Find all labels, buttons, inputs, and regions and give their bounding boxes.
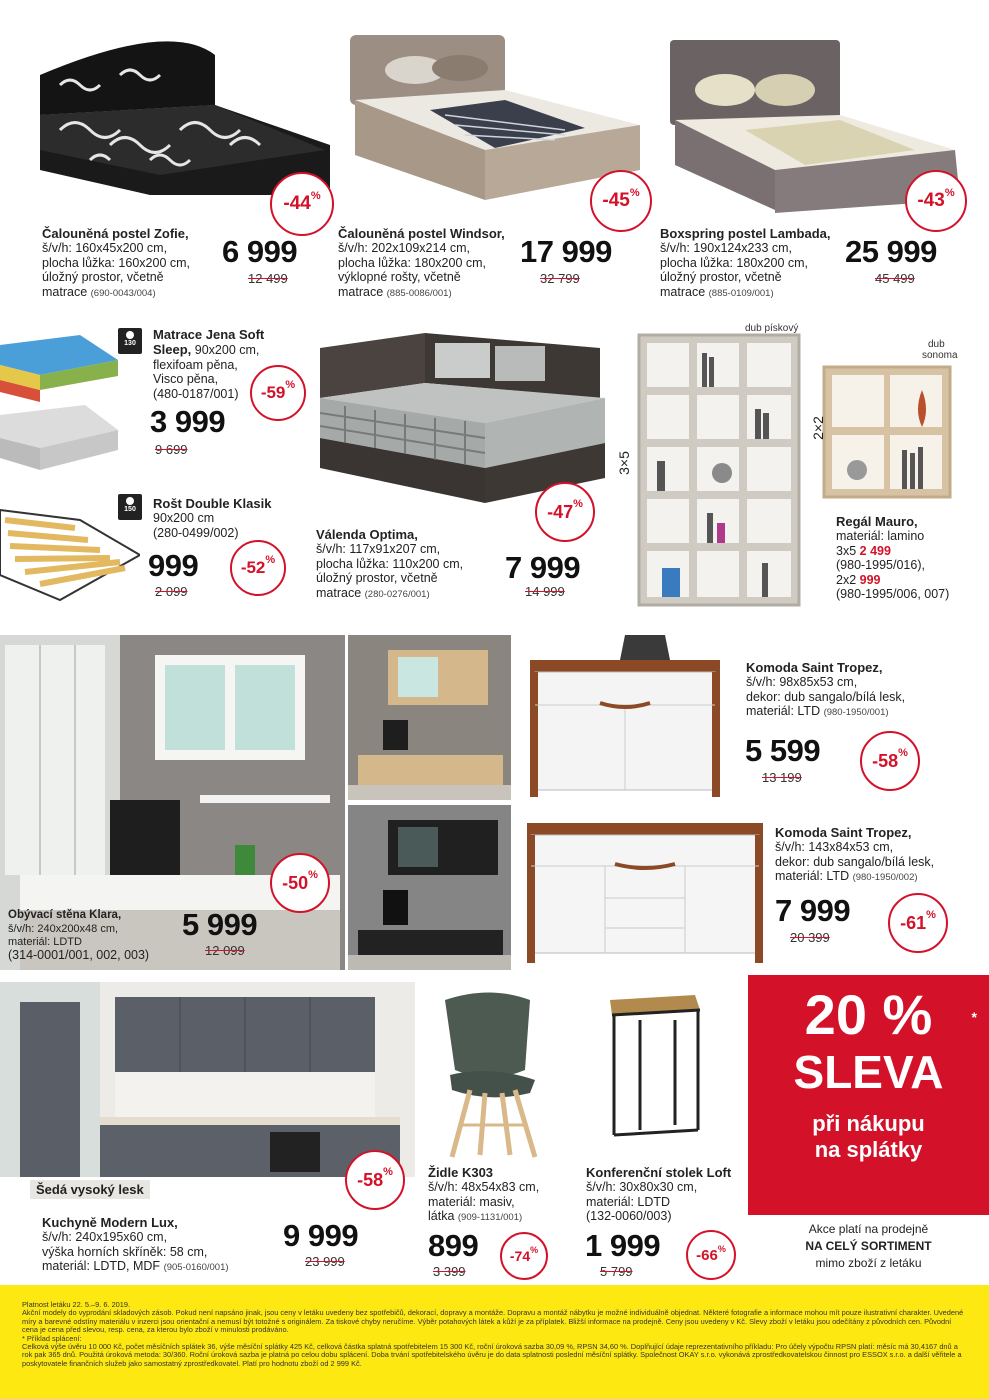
product-name: Matrace Jena Soft xyxy=(153,327,265,342)
product-name: Rošt Double Klasik xyxy=(153,496,272,511)
regal-2x2-label: 2×2 xyxy=(809,416,826,440)
product-spec: š/v/h: 143x84x53 cm, xyxy=(775,840,894,854)
product-spec: úložný prostor, včetně xyxy=(42,270,164,284)
price-mauro-2x2: 999 xyxy=(859,572,881,587)
product-code: (980-1950/001) xyxy=(823,707,889,718)
promo-line2: na splátky xyxy=(814,1137,923,1162)
footer-legal xyxy=(0,1285,989,1399)
price-zidle: 899 xyxy=(428,1228,479,1263)
product-spec: materiál: LDTD, MDF xyxy=(42,1259,161,1273)
promo-note-line: NA CELÝ SORTIMENT xyxy=(805,1239,932,1253)
product-code: (280-0499/002) xyxy=(153,525,239,540)
promo-asterisk: * xyxy=(971,1009,977,1025)
product-spec: 90x200 cm xyxy=(153,511,215,525)
discount-badge-klara: -50 % xyxy=(270,853,330,913)
product-name: Kuchyně Modern Lux, xyxy=(42,1215,178,1230)
discount-badge-zidle: -74 % xyxy=(500,1232,548,1280)
product-spec: matrace xyxy=(42,284,88,299)
product-name: Čalouněná postel Windsor, xyxy=(338,226,505,241)
product-spec: š/v/h: 48x54x83 cm, xyxy=(428,1180,540,1194)
komoda-tropez-1-image xyxy=(525,625,725,803)
product-name: Boxspring postel Lambada, xyxy=(660,226,831,241)
product-spec: výška horních skříněk: 58 cm, xyxy=(42,1244,208,1259)
regal-3x5-label: 3×5 xyxy=(615,451,632,475)
product-code: (885-0109/001) xyxy=(708,287,774,299)
footer-paragraph: * Příklad splácení: xyxy=(22,1333,82,1343)
product-code: (980-1995/016), xyxy=(836,558,925,572)
product-spec: š/v/h: 98x85x53 cm, xyxy=(746,675,858,689)
price-lambada: 25 999 xyxy=(845,234,937,269)
price-windsor: 17 999 xyxy=(520,234,612,269)
promo-note xyxy=(748,1215,989,1285)
promo-big-percent: 20 % xyxy=(804,983,933,1046)
weight-icon: 150 xyxy=(118,494,142,520)
footer-validity: Platnost letáku 22. 5.–9. 6. 2019. xyxy=(22,1300,131,1309)
kuchyne-description xyxy=(42,1215,229,1276)
product-code: (909-1131/001) xyxy=(457,1212,523,1223)
tropez2-description xyxy=(775,825,934,886)
old-price-rost: 2 099 xyxy=(155,584,188,599)
optima-description xyxy=(316,527,463,602)
product-code: (980-1950/002) xyxy=(852,872,918,883)
product-spec: matrace xyxy=(660,284,706,299)
kitchen-color-tag: Šedá vysoký lesk xyxy=(30,1180,150,1199)
promo-note-line: Akce platí na prodejně xyxy=(808,1222,929,1236)
old-price-zidle: 3 399 xyxy=(433,1264,466,1279)
old-price-tropez2: 20 399 xyxy=(790,930,830,945)
discount-badge-jena: -59 % xyxy=(250,365,306,421)
color-label: dub pískový xyxy=(745,323,799,334)
product-code: (690-0043/004) xyxy=(90,287,156,299)
product-name: Konferenční stolek Loft xyxy=(586,1165,732,1180)
zidle-description xyxy=(428,1165,539,1226)
tropez1-description xyxy=(746,660,905,721)
product-spec: úložný prostor, včetně xyxy=(316,571,438,585)
product-spec: matrace xyxy=(338,284,384,299)
product-spec: dekor: dub sangalo/bílá lesk, xyxy=(746,689,906,704)
weight-icon: 130 xyxy=(118,328,142,354)
product-code: (132-0060/003) xyxy=(586,1209,672,1223)
price-stolek: 1 999 xyxy=(585,1228,661,1263)
old-price-lambada: 45 499 xyxy=(875,271,915,286)
product-spec: plocha lůžka: 160x200 cm, xyxy=(42,255,191,270)
promo-note-line: mimo zboží z letáku xyxy=(815,1256,922,1270)
product-code: (480-0187/001) xyxy=(153,386,239,401)
discount-badge-rost: -52 % xyxy=(230,540,286,596)
discount-badge-zofie: -44 % xyxy=(270,172,334,236)
product-spec: materiál: lamino xyxy=(836,529,925,543)
product-name: Čalouněná postel Zofie, xyxy=(42,226,189,241)
product-spec: materiál: masiv, xyxy=(428,1194,515,1209)
old-price-kuchyne: 23 999 xyxy=(305,1254,345,1269)
promo-sleva: SLEVA xyxy=(793,1046,944,1098)
product-name: Válenda Optima, xyxy=(316,527,418,542)
discount-badge-tropez2: -61 % xyxy=(888,893,948,953)
product-name: Obývací stěna Klara, xyxy=(8,909,122,921)
discount-badge-kuchyne: -58 % xyxy=(345,1150,405,1210)
product-spec: dekor: dub sangalo/bílá lesk, xyxy=(775,854,935,869)
product-spec: 90x200 cm, xyxy=(194,343,260,357)
product-spec: materiál: LTD xyxy=(746,704,821,718)
promo-line1: při nákupu xyxy=(812,1111,925,1136)
product-name: Židle K303 xyxy=(428,1165,494,1180)
stolek-description xyxy=(586,1165,731,1224)
lambada-description xyxy=(660,226,830,301)
color-label: dub xyxy=(928,339,945,350)
product-spec: plocha lůžka: 110x200 cm, xyxy=(316,556,464,571)
product-spec: 3x5 xyxy=(836,543,857,558)
product-spec: š/v/h: 160x45x200 cm, xyxy=(42,241,168,255)
table-loft-image xyxy=(600,990,710,1140)
product-spec: š/v/h: 190x124x233 cm, xyxy=(660,241,793,255)
product-code: (885-0086/001) xyxy=(386,287,452,299)
windsor-description xyxy=(338,226,505,301)
price-kuchyne: 9 999 xyxy=(283,1218,359,1253)
product-spec: matrace xyxy=(316,585,362,600)
product-spec: úložný prostor, včetně xyxy=(660,270,782,284)
price-tropez1: 5 599 xyxy=(745,733,821,768)
rost-description xyxy=(153,496,271,540)
living-room-black-image xyxy=(348,805,511,970)
product-name: Sleep, xyxy=(153,342,192,357)
product-name: Regál Mauro, xyxy=(836,514,918,529)
product-spec: 2x2 xyxy=(836,572,857,587)
mauro-description xyxy=(836,514,949,602)
kitchen-modern-lux-image xyxy=(0,982,415,1177)
living-room-oak-image xyxy=(348,635,511,800)
product-spec: materiál: LTD xyxy=(775,869,850,883)
product-spec: materiál: LDTD xyxy=(8,935,82,948)
product-name: Komoda Saint Tropez, xyxy=(746,660,883,675)
price-optima: 7 999 xyxy=(505,550,581,585)
discount-badge-lambada: -43 % xyxy=(905,170,967,232)
discount-badge-optima: -47 % xyxy=(535,482,595,542)
product-spec: materiál: LDTD xyxy=(586,1194,671,1209)
mattress-jena-image xyxy=(0,330,120,480)
discount-badge-stolek: -66 % xyxy=(686,1230,736,1280)
old-price-windsor: 32 799 xyxy=(540,271,580,286)
product-spec: š/v/h: 240x195x60 cm, xyxy=(42,1230,168,1244)
color-label: sonoma xyxy=(922,350,958,361)
product-spec: Visco pěna, xyxy=(153,372,219,386)
product-spec: látka xyxy=(428,1209,455,1223)
old-price-tropez1: 13 199 xyxy=(762,770,802,785)
old-price-optima: 14 999 xyxy=(525,584,565,599)
zofie-description xyxy=(42,226,190,301)
old-price-stolek: 5 799 xyxy=(600,1264,633,1279)
price-rost: 999 xyxy=(148,548,199,583)
product-spec: výklopné rošty, včetně xyxy=(338,270,461,284)
footer-paragraph: Akční modely do vyprodání skladových zásob. Pokud není napsáno jinak, jsou ceny v letáku uvedeny bez spotřebičů, dekorací, dopravy a montáže. Dopravu a montáž nábytku je možné individuálně objednat. Některé fotografie a informace mohou mít pouze ilustrativní charakter. Uvedené míry a barevné odstíny materiálu v inzerci jsou orientační a nemusí být totožné s originálem. Za tiskové chyby neručíme. Výběr potahových látek a kůží je za příplatek. Bližší informace na prodejně. Ceny jsou uvedeny v Kč. Slevy zboží v letáku jsou odečítány z původních cen. Původní cena je cena před slevou, resp. cena, za kterou bylo zboží v minulosti prodáváno. xyxy=(22,1308,964,1335)
price-mauro-3x5: 2 499 xyxy=(859,543,891,558)
klara-description xyxy=(8,908,149,963)
product-code: (905-0160/001) xyxy=(163,1262,229,1273)
discount-badge-windsor: -45 % xyxy=(590,170,652,232)
product-spec: plocha lůžka: 180x200 cm, xyxy=(660,255,809,270)
product-code: (980-1995/006, 007) xyxy=(836,587,950,601)
product-name: Komoda Saint Tropez, xyxy=(775,825,912,840)
product-code: (314-0001/001, 002, 003) xyxy=(8,948,150,962)
promo-box xyxy=(748,975,989,1215)
regal-3x5-image xyxy=(637,333,802,608)
komoda-tropez-2-image xyxy=(525,818,765,968)
jena-description xyxy=(153,327,264,401)
product-code: (280-0276/001) xyxy=(364,588,430,600)
product-spec: š/v/h: 30x80x30 cm, xyxy=(586,1180,698,1194)
old-price-zofie: 12 499 xyxy=(248,271,288,286)
old-price-jena: 9 699 xyxy=(155,442,188,457)
old-price-klara: 12 099 xyxy=(205,943,245,958)
footer-paragraph: Celková výše úvěru 10 000 Kč, počet měsíčních splátek 36, výše měsíční splátky 425 Kč, celková částka splatná spotřebitelem 15 300 Kč, roční úroková sazba 30,09 %, RPSN 34,60 %. Doplňující údaje reprezentativního příkladu: Pro účely výpočtu RPSN platí: měsíc má 30,4167 dnů a rok pak 365 dnů. Použitá úroková metoda: 30/360. Roční úroková sazba je platná po celou dobu splácení. Doba trvání spotřebitelského úvěru je do data splatnosti poslední měsíční splátky. Společnost OKAY s.r.o. vykonává zprostředkovatelskou činnost pro ESSOX s.r.o. a další věřitele a poskytovatele finančních služeb jako samostatný zprostředkovatel. Platí pro hodnotu zboží od 2 999 Kč. xyxy=(22,1342,962,1368)
price-zofie: 6 999 xyxy=(222,234,298,269)
product-spec: flexifoam pěna, xyxy=(153,357,238,372)
price-klara: 5 999 xyxy=(182,907,258,942)
price-jena: 3 999 xyxy=(150,404,226,439)
product-spec: š/v/h: 202x109x214 cm, xyxy=(338,241,471,255)
product-spec: plocha lůžka: 180x200 cm, xyxy=(338,255,487,270)
product-spec: š/v/h: 240x200x48 cm, xyxy=(8,923,119,935)
chair-k303-image xyxy=(430,985,550,1160)
discount-badge-tropez1: -58 % xyxy=(860,731,920,791)
regal-2x2-image xyxy=(822,365,952,500)
price-tropez2: 7 999 xyxy=(775,893,851,928)
product-spec: š/v/h: 117x91x207 cm, xyxy=(316,542,441,556)
